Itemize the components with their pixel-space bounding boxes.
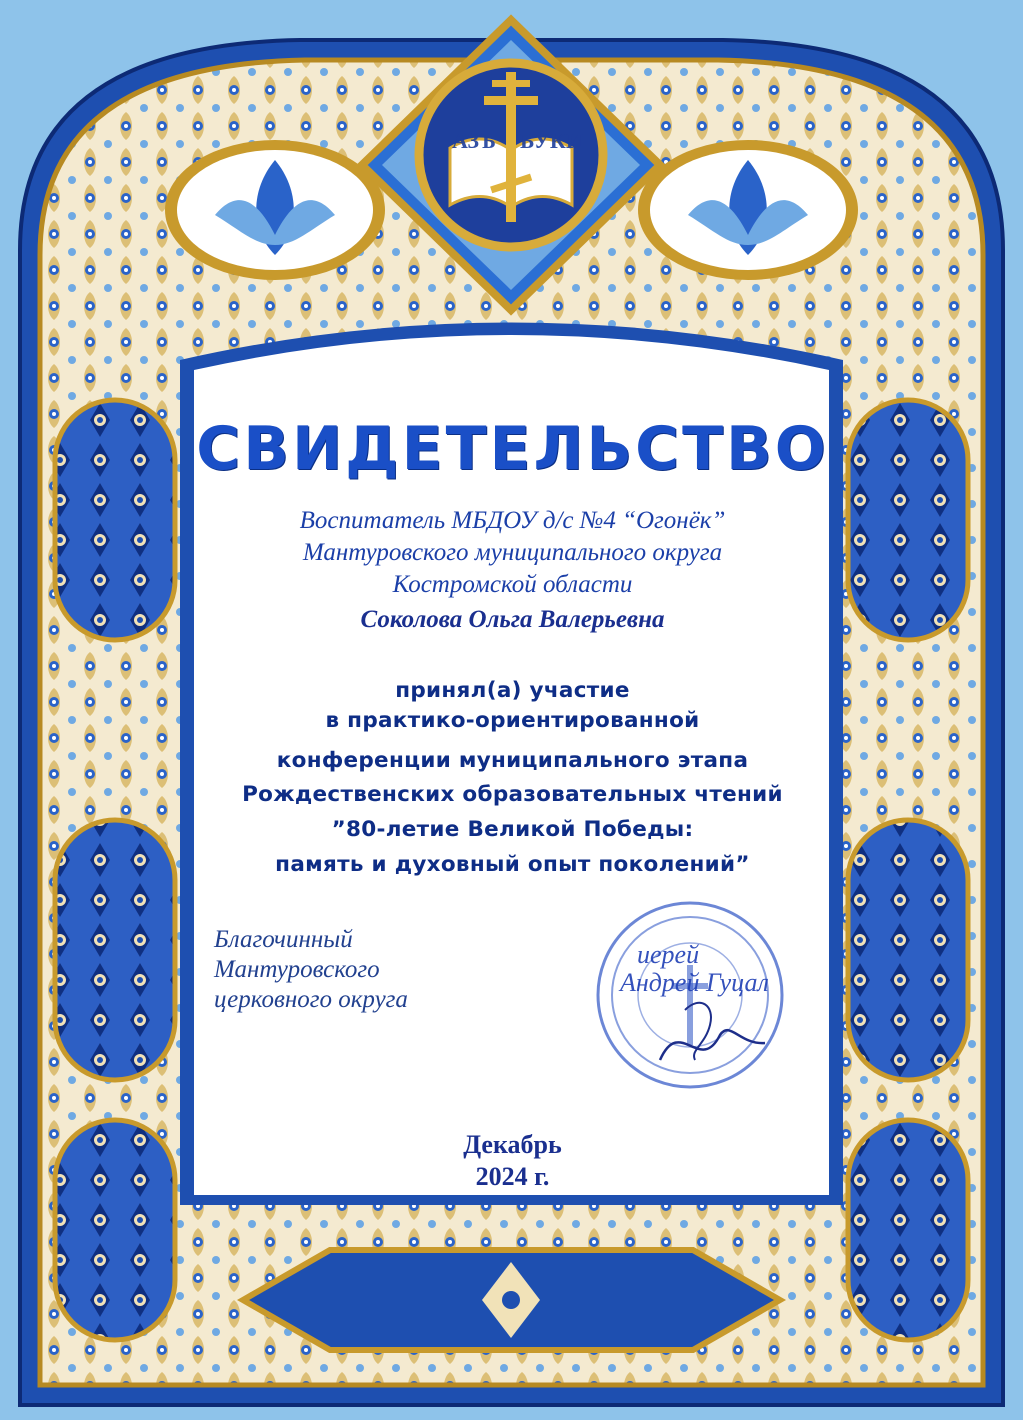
issue-year: 2024 г. [475, 1162, 550, 1191]
body-line-5: ”80-летие Великой Победы: [331, 817, 694, 842]
recipient-region: Костромской области [392, 571, 633, 598]
signatory-district: Мантуровского [214, 956, 380, 983]
body-line-6: память и духовный опыт поколений” [275, 852, 750, 877]
top-left-cartouche [165, 140, 385, 280]
signatory-district-type: церковного округа [214, 986, 408, 1013]
emblem-text-right: БУКИ [520, 128, 583, 153]
right-column-ornament [848, 400, 968, 1340]
body-line-4: Рождественских образовательных чтений [242, 782, 783, 807]
stamp-priest-title: иерей [637, 940, 700, 969]
body-line-2: в практико-ориентированной [325, 708, 700, 733]
issue-month: Декабрь [463, 1130, 562, 1159]
recipient-district: Мантуровского муниципального округа [302, 539, 723, 566]
bottom-cartouche [243, 1250, 780, 1350]
top-right-cartouche [638, 140, 858, 280]
recipient-position: Воспитатель МБДОУ д/с №4 “Огонёк” [299, 507, 726, 534]
left-column-ornament [55, 400, 175, 1340]
body-line-1: принял(а) участие [395, 678, 630, 703]
certificate-title: СВИДЕТЕЛЬСТВО [196, 414, 829, 484]
recipient-name: Соколова Ольга Валерьевна [360, 606, 665, 633]
body-line-3: конференции муниципального этапа [276, 748, 749, 773]
signatory-title: Благочинный [214, 926, 353, 953]
stamp-priest-name: Андрей Гуцал [620, 968, 769, 997]
emblem-text-left: АЗЪ [452, 128, 496, 153]
